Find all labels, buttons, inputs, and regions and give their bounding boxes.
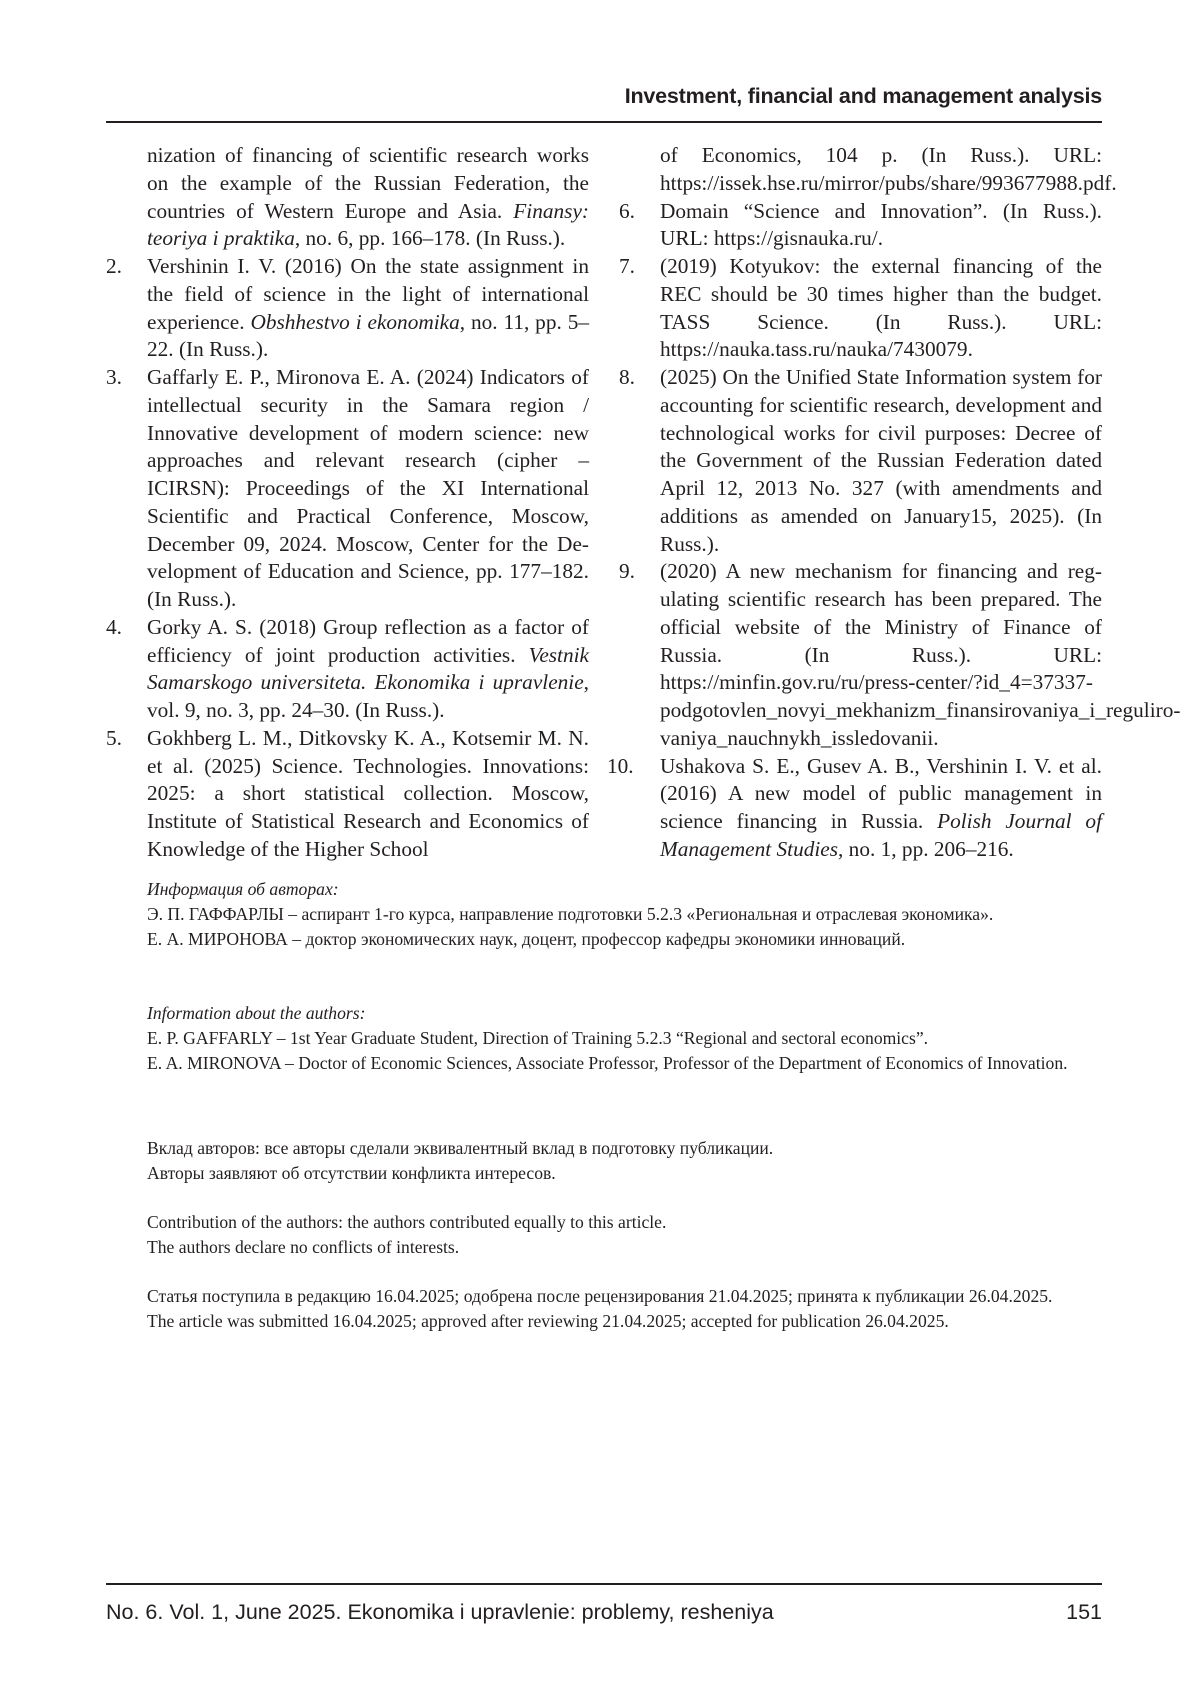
conflicts-ru-text: Авторы заявляют об отсутствии конфликта интересов.: [147, 1162, 556, 1183]
author-ru-mironova: Е. А. МИРОНОВА – доктор экономических наук, доцент, профессор кафедры экономики инноваций.: [147, 928, 906, 949]
footer-journal-line: No. 6. Vol. 1, June 2025. Ekonomika i upravlenie: problemy, resheniya: [106, 1600, 774, 1624]
reference-item: [106, 614, 589, 725]
reference-number: 6.: [619, 198, 635, 223]
author-en-mironova: E. A. MIRONOVA – Doctor of Economic Sciences, Associate Professor, Professor of the Department of Economics of Innovation.: [147, 1052, 1068, 1073]
contribution-ru: [147, 1136, 1102, 1186]
author-ru-gaffarly: Э. П. ГАФФАРЛЫ – аспирант 1-го курса, направление подготовки 5.2.3 «Региональная и отраслевая экономика».: [147, 903, 994, 924]
reference-text: nization of financing of scientific research works on the example of the Russian Federation, the countries of Western Europe and Asia.: [147, 143, 589, 223]
footer-rule: [106, 1583, 1102, 1585]
article-dates-en: The article was submitted 16.04.2025; approved after reviewing 21.04.2025; accepted for publication 26.04.2025.: [147, 1310, 949, 1331]
reference-number: 9.: [619, 559, 635, 584]
authors-info-en-heading: Information about the authors:: [147, 1003, 366, 1023]
reference-text: , no. 1, pp. 206–216.: [838, 836, 1014, 861]
reference-item: [106, 364, 589, 614]
reference-item: [607, 753, 1102, 864]
contribution-en-text: Contribution of the authors: the authors contributed equally to this article.: [147, 1212, 667, 1232]
authors-info-ru: [147, 877, 1102, 951]
reference-text: Domain “Science and Innovation”. (In Russ.). URL: https://gisnauka.ru/.: [660, 198, 1102, 251]
reference-source-title: Finansy: teoriya i praktika: [147, 198, 589, 251]
reference-number: 5.: [106, 725, 122, 750]
references-right-column: [607, 142, 1181, 864]
reference-item: [619, 198, 1102, 254]
reference-text: (2019) Kotyukov: the external financing of the REC should be 30 times higher than the budget. TASS Science. (In Russ.). URL: https://nauka.tass.ru/nauka/7430079.: [660, 254, 1102, 362]
reference-number: 8.: [619, 365, 635, 389]
reference-text: , no. 6, pp. 166–178. (In Russ.).: [294, 226, 566, 251]
contribution-ru-text: Вклад авторов: все авторы сделали эквивалентный вклад в подготовку публикации.: [147, 1138, 774, 1158]
reference-text: of Economics, 104 p. (In Russ.). URL: https://issek.hse.ru/mirror/pubs/share/993677988.pdf.: [660, 143, 1117, 195]
article-dates: [147, 1284, 1102, 1334]
reference-source-title: Polish Journal of Management Studies: [660, 809, 1102, 861]
authors-info-ru-heading: Информация об авторах:: [147, 879, 339, 899]
reference-item: [619, 364, 1102, 558]
article-dates-ru: Статья поступила в редакцию 16.04.2025; одобрена после рецензирования 21.04.2025; принята к публикации 26.04.2025.: [147, 1286, 1053, 1306]
author-en-gaffarly: E. P. GAFFARLY – 1st Year Graduate Student, Direction of Training 5.2.3 “Regional and sectoral economics”.: [147, 1027, 929, 1048]
contribution-en: [147, 1210, 1102, 1260]
reference-item: [106, 142, 589, 253]
reference-number: 4.: [106, 614, 122, 639]
authors-info-en: [147, 1001, 1102, 1075]
reference-item: [619, 558, 1181, 752]
reference-item: [619, 142, 1117, 198]
reference-text: , vol. 9, no. 3, pp. 24–30. (In Russ.).: [147, 670, 589, 722]
page-number: 151: [1066, 1600, 1102, 1624]
reference-text: Ushakova S. E., Gusev A. B., Vershinin I. V. et al. (2016) A new model of public management in science financing in Russia.: [660, 753, 1102, 833]
reference-number: 10.: [607, 753, 634, 778]
reference-text: Gorky A. S. (2018) Group reflection as a factor of efficiency of joint production activities.: [147, 614, 589, 667]
reference-text: Vershinin I. V. (2016) On the state assignment in the field of science in the light of international experience.: [147, 254, 589, 334]
reference-number: 7.: [619, 254, 635, 278]
running-head-section-title: Investment, financial and management analysis: [624, 84, 1102, 108]
reference-text: (2025) On the Unified State Information system for accounting for scientific research, development and technological works for civil purposes: Decree of the Government of the Russian Federation dated April 12, 2013 No. 327 (with amendments and additions as amended on January15, 2025). (In Russ.).: [660, 365, 1102, 556]
reference-source-title: Obshhestvo i ekonomika: [250, 309, 460, 334]
reference-source-title: Vestnik Samarskogo universiteta. Ekonomika i upravlenie: [147, 642, 589, 695]
reference-text: (2020) A new mechanism for financing and regulating scientific research has been prepared. The official website of the Ministry of Finance of Russia. (In Russ.). URL: https://minfin.gov.ru/ru/press-center/?id_4=37337-podgotovlen_novyi_mekhanizm_finansirovaniya_i_regulirovaniya_nauchnykh_issledovanii.: [660, 559, 1181, 750]
reference-item: [106, 253, 589, 364]
reference-number: 3.: [106, 365, 122, 389]
reference-item: [619, 253, 1102, 364]
header-rule: [106, 121, 1102, 123]
reference-item: [106, 725, 589, 864]
reference-number: 2.: [106, 254, 122, 278]
reference-text: , no. 11, pp. 5–22. (In Russ.).: [147, 309, 589, 362]
references-left-column: [106, 142, 589, 864]
reference-text: Gokhberg L. M., Ditkovsky K. A., Kotsemir M. N. et al. (2025) Science. Technologies. Innovations: 2025: a short statistical collection. Moscow, Institute of Statistical Research and Economics of Knowledge of the Higher School: [147, 725, 589, 861]
reference-text: Gaffarly E. P., Mironova E. A. (2024) Indicators of intellectual security in the Samara region / Innovative development of modern science: new approaches and relevant research (cipher – ICIRSN): Proceedings of the XI International Scientific and Practical Conference, Moscow, December 09, 2024. Moscow, Center for the Development of Education and Science, pp. 177–182. (In Russ.).: [147, 365, 589, 611]
conflicts-en-text: The authors declare no conflicts of interests.: [147, 1236, 460, 1257]
